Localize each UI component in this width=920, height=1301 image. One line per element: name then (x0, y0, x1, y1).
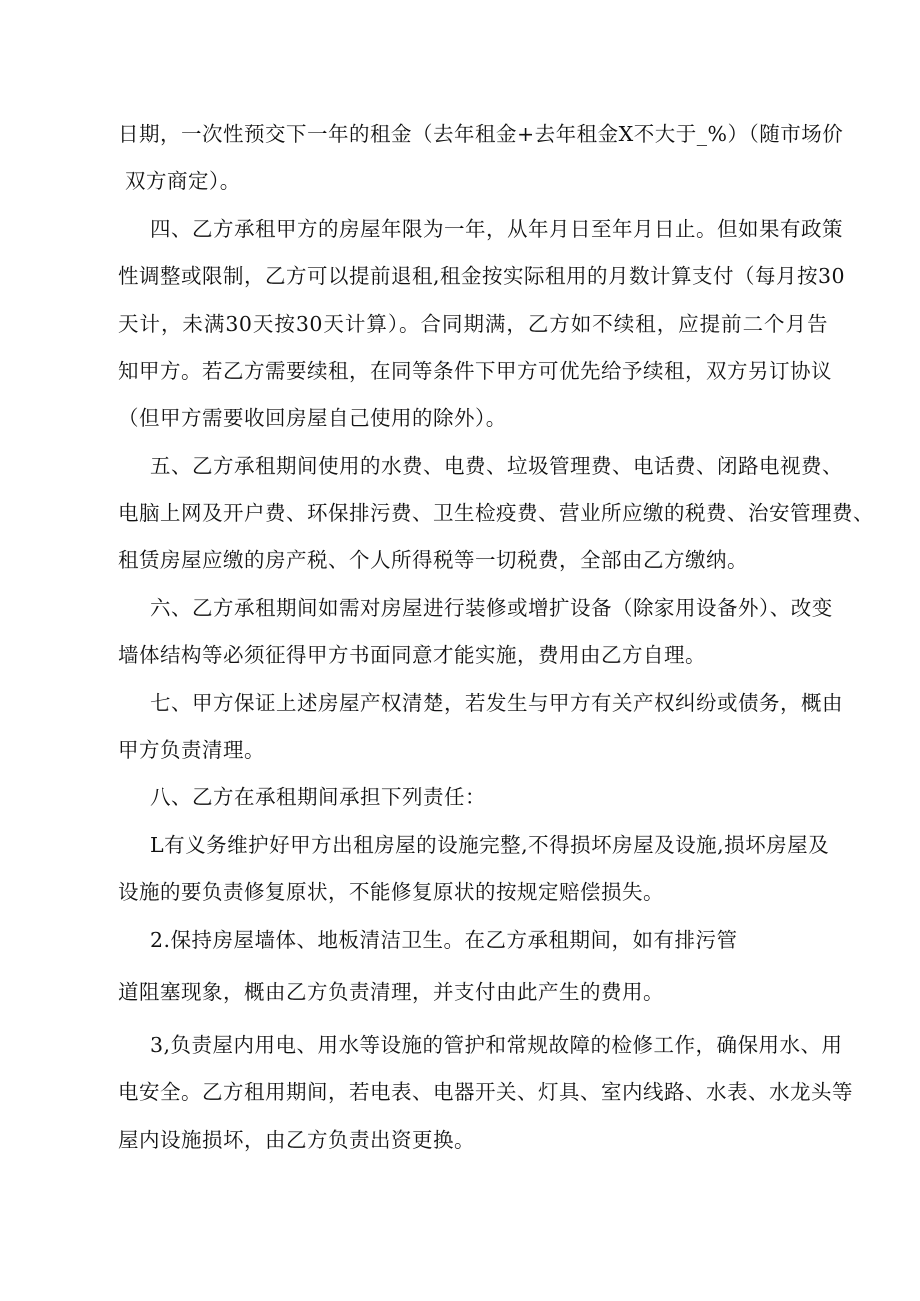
text-line: 道阻塞现象，概由乙方负责清理，并支付由此产生的费用。 (118, 980, 664, 1004)
list-item-3: 3,负责屋内用电、用水等设施的管护和常规故障的检修工作，确保用水、用 (150, 1033, 843, 1057)
text-line: 电安全。乙方租用期间，若电表、电器开关、灯具、室内线路、水表、水龙头等 (118, 1080, 853, 1104)
text-line: 天计，未满30天按30天计算）。合同期满，乙方如不续租，应提前二个月告 (118, 312, 828, 336)
list-item-2: 2.保持房屋墙体、地板清洁卫生。在乙方承租期间，如有排污管 (150, 928, 738, 952)
text-line: 双方商定）。 (118, 169, 241, 193)
paragraph-start-6: 六、乙方承租期间如需对房屋进行装修或增扩设备（除家用设备外）、改变 (150, 596, 833, 620)
text-line: 甲方负责清理。 (118, 738, 265, 762)
text-line: （但甲方需要收回房屋自己使用的除外）。 (118, 406, 507, 430)
text-line: 性调整或限制，乙方可以提前退租,租金按实际租用的月数计算支付（每月按30 (118, 264, 846, 288)
text-line: 租赁房屋应缴的房产税、个人所得税等一切税费，全部由乙方缴纳。 (118, 548, 748, 572)
text-line: 电脑上网及开户费、环保排污费、卫生检疫费、营业所应缴的税费、治安管理费、 (118, 501, 874, 525)
text-line: 知甲方。若乙方需要续租，在同等条件下甲方可优先给予续租，双方另订协议 (118, 359, 832, 383)
paragraph-start-4: 四、乙方承租甲方的房屋年限为一年，从年月日至年月日止。但如果有政策 (150, 217, 843, 241)
text-line: 日期，一次性预交下一年的租金（去年租金+去年租金X不大于_%）（随市场价 (118, 122, 844, 146)
paragraph-start-7: 七、甲方保证上述房屋产权清楚，若发生与甲方有关产权纠纷或债务，概由 (150, 691, 843, 715)
text-line: 屋内设施损坏，由乙方负责出资更换。 (118, 1128, 475, 1152)
text-line: 墙体结构等必须征得甲方书面同意才能实施，费用由乙方自理。 (118, 643, 706, 667)
list-item-1: L有义务维护好甲方出租房屋的设施完整,不得损坏房屋及设施,损坏房屋及 (150, 833, 830, 857)
paragraph-start-8: 八、乙方在承租期间承担下列责任： (150, 785, 486, 809)
text-line: 设施的要负责修复原状，不能修复原状的按规定赔偿损失。 (118, 880, 664, 904)
paragraph-start-5: 五、乙方承租期间使用的水费、电费、垃圾管理费、电话费、闭路电视费、 (150, 454, 843, 478)
